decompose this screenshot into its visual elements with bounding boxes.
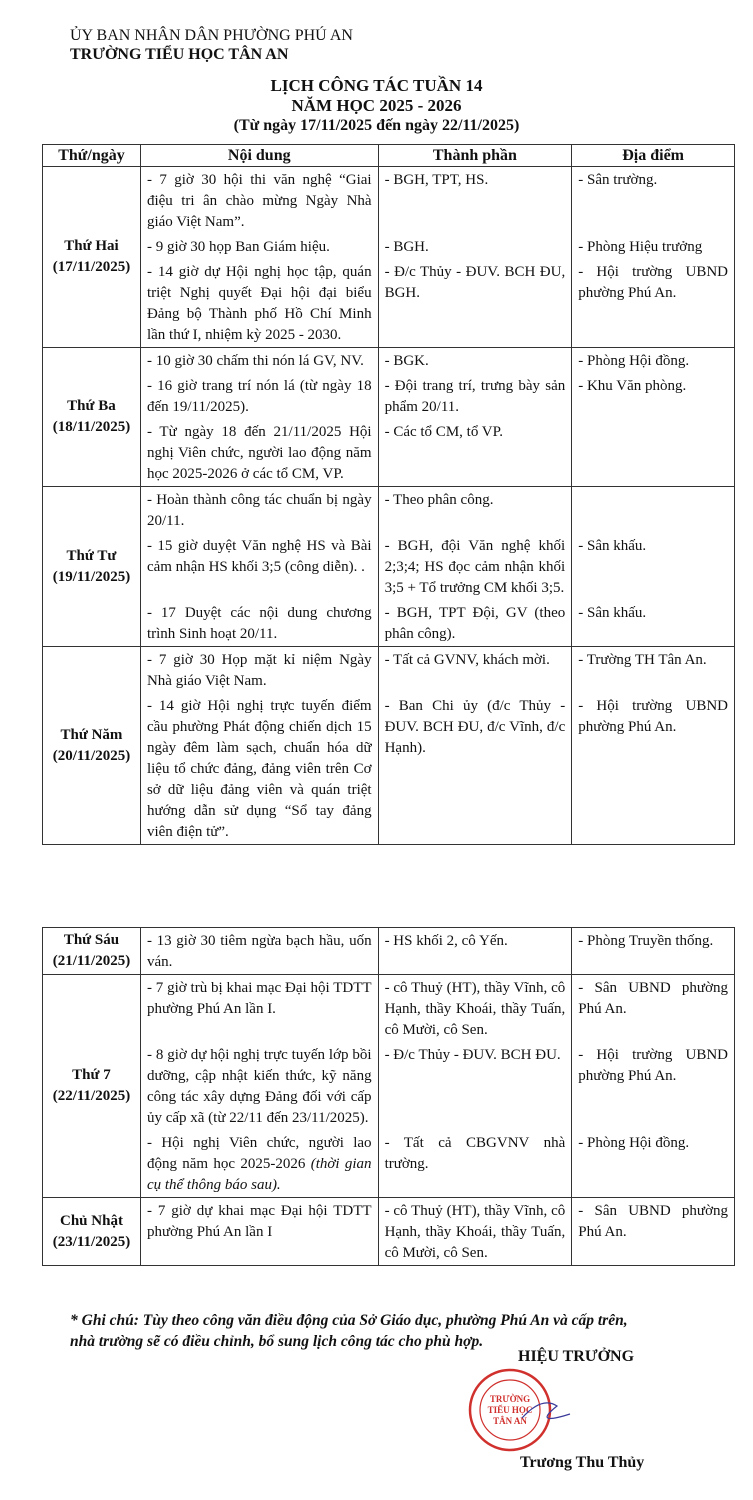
day-date: (17/11/2025)	[52, 259, 131, 275]
location-cell: - Sân khấu.	[572, 600, 735, 647]
participants-cell: - Đ/c Thủy - ĐUV. BCH ĐU.	[378, 1042, 572, 1130]
table-row	[43, 1042, 735, 1130]
participants-cell: - Ban Chi ủy (đ/c Thủy - ĐUV. BCH ĐU, đ/c Vĩnh, đ/c Hạnh).	[378, 693, 572, 845]
day-cell	[43, 487, 141, 647]
content-cell	[140, 533, 378, 600]
day-name: Chủ Nhật	[60, 1212, 123, 1229]
content-cell	[140, 419, 378, 487]
content-text: - 7 giờ dự khai mạc Đại hội TDTT phường Phú An lần I	[146, 1203, 372, 1240]
content-cell	[140, 1198, 378, 1266]
participants-cell: - Theo phân công.	[378, 487, 572, 534]
table-row	[43, 348, 735, 374]
school-name: TRƯỜNG TIỂU HỌC TÂN AN	[70, 46, 289, 63]
content-cell	[140, 975, 378, 1043]
agency-name: ỦY BAN NHÂN DÂN PHƯỜNG PHÚ AN	[70, 27, 353, 44]
content-text: - Từ ngày 18 đến 21/11/2025 Hội nghị Viên chức, người lao động năm học 2025-2026 ở các tổ CM, VP.	[146, 424, 372, 482]
content-text: - 9 giờ 30 họp Ban Giám hiệu.	[146, 239, 330, 255]
content-text: - 10 giờ 30 chấm thi nón lá GV, NV.	[146, 353, 364, 369]
participants-cell: - BGH, đội Văn nghệ khối 2;3;4; HS đọc cảm nhận khối 3;5 + Tổ trưởng CM khối 3;5.	[378, 533, 572, 600]
table-row	[43, 928, 735, 975]
day-date: (18/11/2025)	[52, 419, 131, 435]
location-cell: - Trường TH Tân An.	[572, 647, 735, 694]
participants-cell: - Đội trang trí, trưng bày sản phẩm 20/11.	[378, 373, 572, 419]
location-cell: - Hội trường UBND phường Phú An.	[572, 693, 735, 845]
participants-cell: - Tất cả CBGVNV nhà trường.	[378, 1130, 572, 1198]
note-line-2: nhà trường sẽ có điều chỉnh, bổ sung lịch công tác cho phù hợp.	[70, 1333, 484, 1350]
signer-name: Trương Thu Thủy	[520, 1454, 645, 1471]
day-name: Thứ Hai	[64, 238, 119, 254]
schedule-table-1	[42, 144, 735, 845]
col-header-day: Thứ/ngày	[43, 145, 141, 167]
location-cell	[572, 487, 735, 534]
location-cell	[572, 419, 735, 487]
content-cell	[140, 693, 378, 845]
location-cell: - Phòng Hiệu trưởng	[572, 234, 735, 259]
content-text: - 17 Duyệt các nội dung chương trình Sinh hoạt 20/11.	[146, 605, 372, 642]
table-row	[43, 975, 735, 1043]
day-cell	[43, 348, 141, 487]
content-text: - 15 giờ duyệt Văn nghệ HS và Bài cảm nhận HS khối 3;5 (công diễn). .	[146, 538, 372, 575]
content-cell	[140, 234, 378, 259]
table-row	[43, 259, 735, 348]
table-row	[43, 373, 735, 419]
table-row	[43, 487, 735, 534]
day-date: (22/11/2025)	[52, 1088, 131, 1104]
participants-cell: - BGH, TPT Đội, GV (theo phân công).	[378, 600, 572, 647]
schedule-table-2	[42, 927, 735, 1266]
content-cell	[140, 487, 378, 534]
day-date: (23/11/2025)	[52, 1233, 131, 1250]
day-date: (21/11/2025)	[52, 953, 131, 969]
content-cell	[140, 1130, 378, 1198]
content-cell	[140, 167, 378, 235]
content-text: - 8 giờ dự hội nghị trực tuyến lớp bồi dưỡng, cập nhật kiến thức, kỹ năng công tác xây dựng Đảng đối với cấp ủy cấp xã (từ 22/11 đến 23/11/2025).	[146, 1047, 372, 1126]
content-note: (thời gian cụ thể thông báo sau).	[146, 1156, 372, 1193]
day-name: Thứ 7	[72, 1067, 111, 1083]
table-row	[43, 234, 735, 259]
content-text: - 14 giờ Hội nghị trực tuyến điểm cầu phường Phát động chiến dịch 15 ngày đêm làm sạch, chuẩn hóa dữ liệu tổ chức đảng, đảng viên trên Cơ sở dữ liệu đảng viên và quán triệt hướng dẫn sử dụng “Sổ tay đảng viên điện tử”.	[146, 698, 372, 840]
signature-title: HIỆU TRƯỞNG	[518, 1348, 635, 1365]
content-cell	[140, 928, 378, 975]
location-cell: - Phòng Hội đồng.	[572, 348, 735, 374]
col-header-participants: Thành phần	[378, 145, 572, 167]
content-cell	[140, 647, 378, 694]
day-cell	[43, 647, 141, 845]
participants-cell: - BGH, TPT, HS.	[378, 167, 572, 235]
date-range: (Từ ngày 17/11/2025 đến ngày 22/11/2025)	[233, 117, 520, 134]
content-cell	[140, 259, 378, 348]
day-cell	[43, 975, 141, 1198]
day-name: Thứ Ba	[67, 398, 116, 414]
content-text: - Hoàn thành công tác chuẩn bị ngày 20/11.	[146, 492, 372, 529]
doc-title: LỊCH CÔNG TÁC TUẦN 14	[270, 76, 483, 95]
participants-cell: - HS khối 2, cô Yến.	[378, 928, 572, 975]
table-row	[43, 647, 735, 694]
participants-cell: - Các tổ CM, tổ VP.	[378, 419, 572, 487]
footnote	[70, 1310, 628, 1352]
day-cell	[43, 928, 141, 975]
location-cell: - Sân UBND phường Phú An.	[572, 975, 735, 1043]
table-row	[43, 600, 735, 647]
content-text: - 14 giờ dự Hội nghị học tập, quán triệt Nghị quyết Đại hội đại biểu Đảng bộ Thành phố Hồ Chí Minh lần thứ I, nhiệm kỳ 2025 - 2030.	[146, 264, 372, 343]
day-date: (20/11/2025)	[52, 747, 131, 764]
content-cell	[140, 348, 378, 374]
content-text: - 7 giờ 30 hội thi văn nghệ “Giai điệu tri ân chào mừng Ngày Nhà giáo Việt Nam”.	[146, 172, 372, 230]
content-cell	[140, 373, 378, 419]
table-row	[43, 167, 735, 235]
day-name: Thứ Tư	[66, 547, 117, 564]
day-cell	[43, 1198, 141, 1266]
participants-cell: - BGK.	[378, 348, 572, 374]
content-text: - 7 giờ trù bị khai mạc Đại hội TDTT phường Phú An lần I.	[146, 980, 372, 1017]
note-line-1: * Ghi chú: Tùy theo công văn điều động của Sở Giáo dục, phường Phú An và cấp trên,	[70, 1312, 628, 1329]
table-row	[43, 1130, 735, 1198]
location-cell: - Phòng Hội đồng.	[572, 1130, 735, 1198]
svg-text:TRƯỜNG: TRƯỜNG	[489, 1394, 531, 1404]
content-text: - 16 giờ trang trí nón lá (từ ngày 18 đến 19/11/2025).	[146, 378, 372, 415]
table-row	[43, 693, 735, 845]
participants-cell: - cô Thuỷ (HT), thầy Vĩnh, cô Hạnh, thầy Khoái, thầy Tuấn, cô Mười, cô Sen.	[378, 1198, 572, 1266]
day-name: Thứ Năm	[60, 726, 123, 743]
location-cell: - Sân UBND phường Phú An.	[572, 1198, 735, 1266]
location-cell: - Hội trường UBND phường Phú An.	[572, 1042, 735, 1130]
location-cell: - Phòng Truyền thống.	[572, 928, 735, 975]
location-cell: - Khu Văn phòng.	[572, 373, 735, 419]
col-header-content: Nội dung	[140, 145, 378, 167]
svg-text:TIỂU HỌC: TIỂU HỌC	[487, 1405, 533, 1415]
svg-text:TÂN AN: TÂN AN	[493, 1416, 527, 1426]
location-cell: - Sân khấu.	[572, 533, 735, 600]
table-row	[43, 419, 735, 487]
school-year: NĂM HỌC 2025 - 2026	[291, 96, 462, 115]
table-row	[43, 533, 735, 600]
content-text: - 7 giờ 30 Họp mặt kỉ niệm Ngày Nhà giáo Việt Nam.	[146, 652, 372, 689]
day-date: (19/11/2025)	[52, 568, 131, 585]
day-cell	[43, 167, 141, 348]
col-header-location: Địa điểm	[572, 145, 735, 167]
participants-cell: - Tất cả GVNV, khách mời.	[378, 647, 572, 694]
participants-cell: - BGH.	[378, 234, 572, 259]
location-cell: - Sân trường.	[572, 167, 735, 235]
table-header-row	[43, 145, 735, 167]
document-header	[70, 26, 353, 64]
location-cell: - Hội trường UBND phường Phú An.	[572, 259, 735, 348]
content-cell	[140, 600, 378, 647]
participants-cell: - Đ/c Thủy - ĐUV. BCH ĐU, BGH.	[378, 259, 572, 348]
content-text: - 13 giờ 30 tiêm ngừa bạch hầu, uốn ván.	[146, 933, 372, 970]
day-name: Thứ Sáu	[63, 932, 120, 948]
content-text: - Hội nghị Viên chức, người lao động năm học 2025-2026	[146, 1135, 372, 1172]
content-cell	[140, 1042, 378, 1130]
table-row	[43, 1198, 735, 1266]
participants-cell: - cô Thuỷ (HT), thầy Vĩnh, cô Hạnh, thầy Khoái, thầy Tuấn, cô Mười, cô Sen.	[378, 975, 572, 1043]
school-stamp	[462, 1366, 572, 1454]
